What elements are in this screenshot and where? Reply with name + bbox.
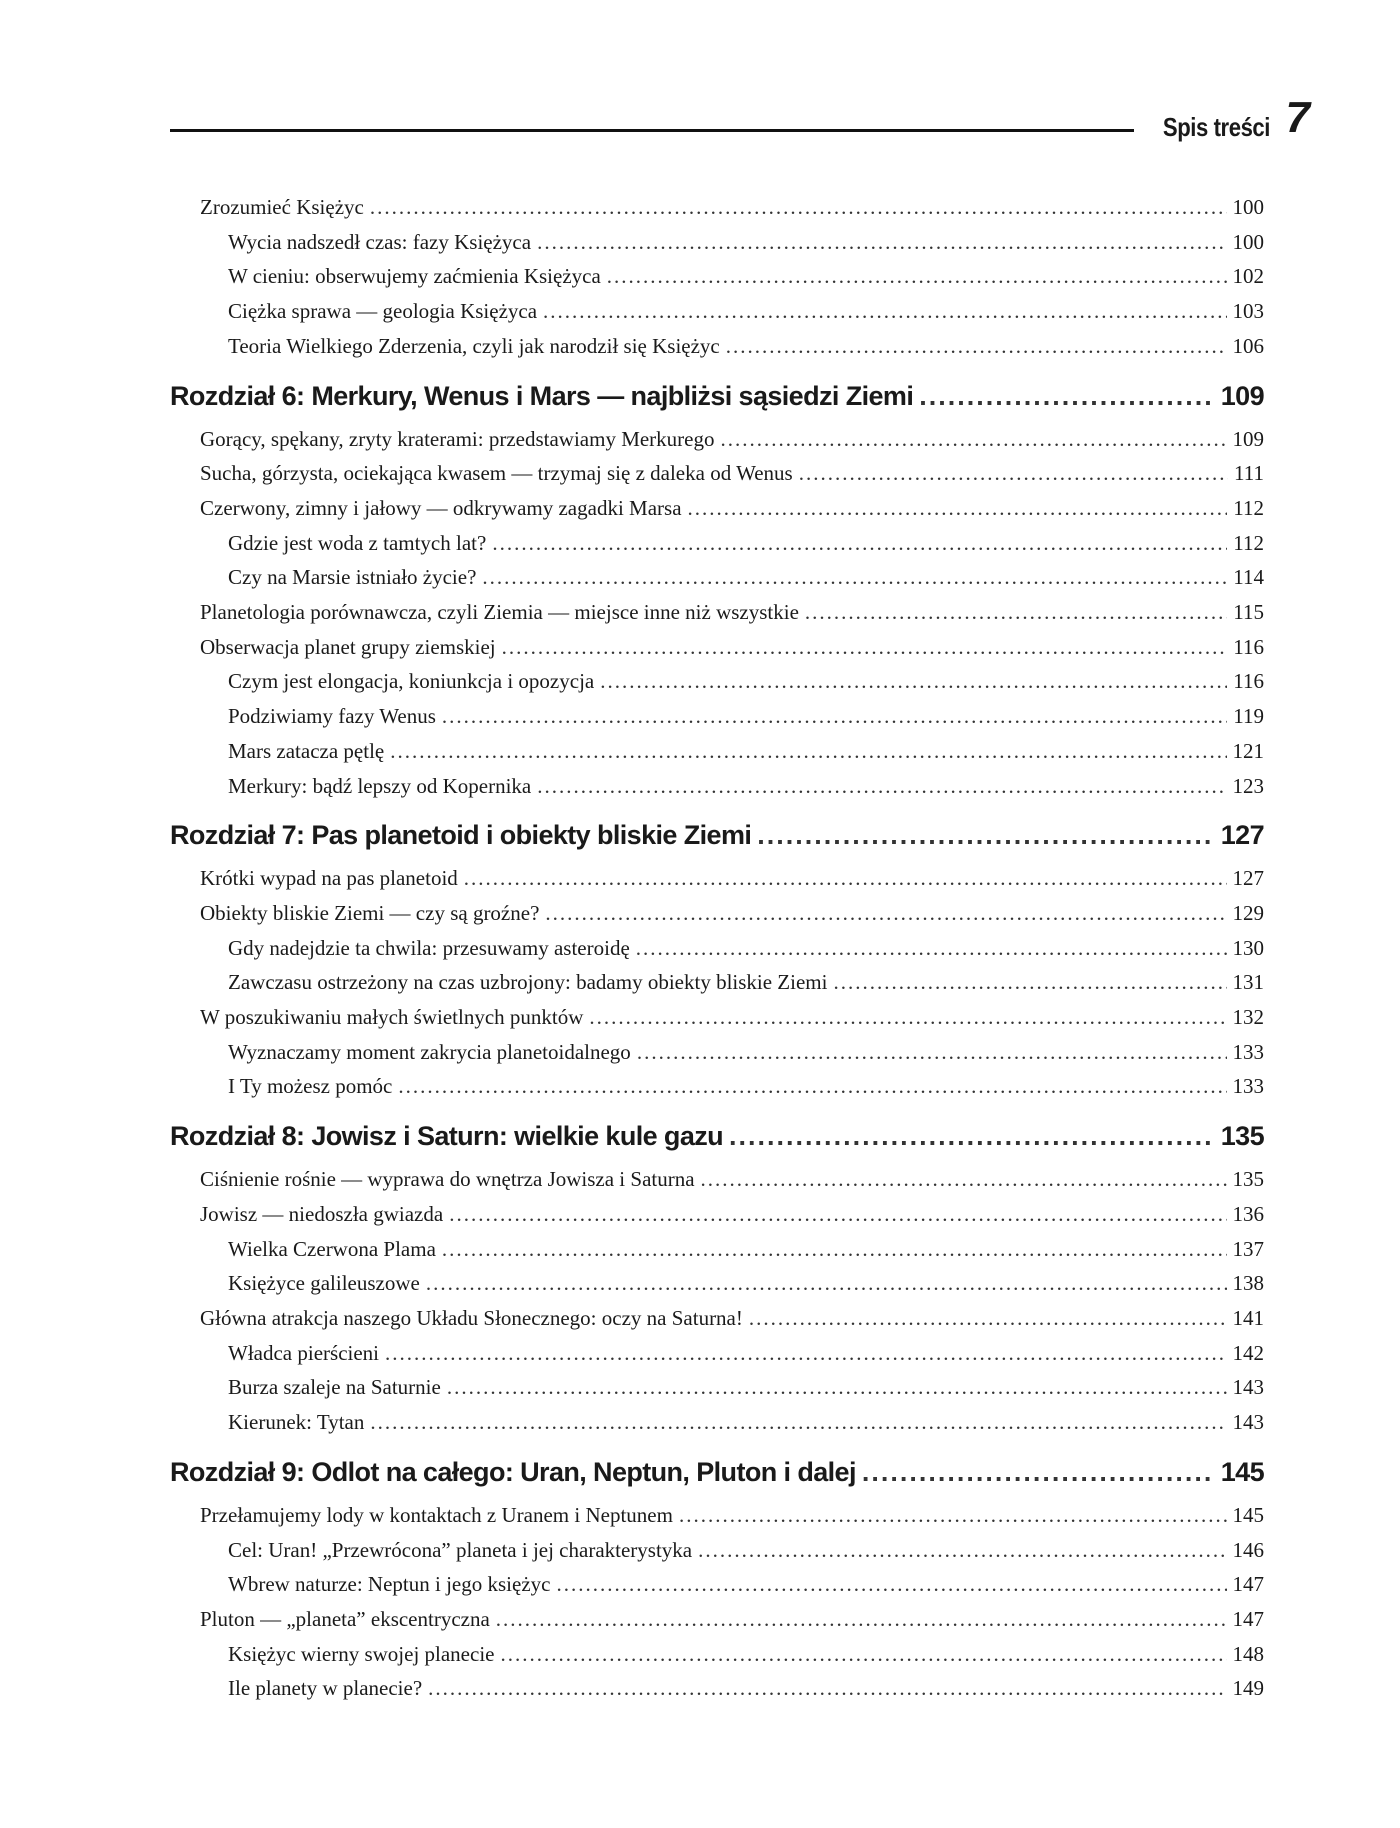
toc-entry bbox=[170, 1370, 1264, 1405]
running-head-title: Spis treści bbox=[1162, 112, 1270, 142]
toc-entry-title: Wielka Czerwona Plama bbox=[228, 1236, 436, 1261]
toc-entry-page: 149 bbox=[1232, 1676, 1264, 1701]
dot-leader bbox=[500, 1637, 1226, 1672]
toc-entry bbox=[170, 1069, 1264, 1104]
dot-leader bbox=[862, 1452, 1215, 1492]
toc-chapter-entry bbox=[170, 1116, 1264, 1156]
toc-entry bbox=[170, 456, 1264, 491]
toc-entry-title: Obserwacja planet grupy ziemskiej bbox=[200, 634, 496, 659]
toc-entry-page: 133 bbox=[1232, 1074, 1264, 1099]
toc-entry-page: 145 bbox=[1220, 1456, 1264, 1487]
toc-entry-title: Czym jest elongacja, koniunkcja i opozycja bbox=[228, 669, 595, 694]
toc-entry bbox=[170, 259, 1264, 294]
dot-leader bbox=[537, 769, 1226, 804]
dot-leader bbox=[833, 965, 1226, 1000]
toc-entry-page: 114 bbox=[1233, 565, 1264, 590]
toc-entry-page: 148 bbox=[1232, 1641, 1264, 1666]
toc-entry-title: Wbrew naturze: Neptun i jego księżyc bbox=[228, 1572, 551, 1597]
toc-entry-page: 143 bbox=[1232, 1375, 1264, 1400]
toc-entry-title: Księżyc wierny swojej planecie bbox=[228, 1641, 495, 1666]
toc-entry-title: Wycia nadszedł czas: fazy Księżyca bbox=[228, 229, 532, 254]
toc-entry-page: 132 bbox=[1232, 1005, 1264, 1030]
toc-chapter-entry bbox=[170, 1452, 1264, 1492]
dot-leader bbox=[726, 329, 1227, 364]
dot-leader bbox=[447, 1370, 1227, 1405]
dot-leader bbox=[688, 491, 1228, 526]
toc-entry bbox=[170, 931, 1264, 966]
toc-entry-page: 130 bbox=[1232, 935, 1264, 960]
toc-entry-page: 129 bbox=[1232, 900, 1264, 925]
dot-leader bbox=[492, 526, 1227, 561]
dot-leader bbox=[679, 1498, 1227, 1533]
dot-leader bbox=[398, 1069, 1226, 1104]
toc-entry bbox=[170, 560, 1264, 595]
toc-entry bbox=[170, 664, 1264, 699]
toc-entry bbox=[170, 1498, 1264, 1533]
toc-entry bbox=[170, 1567, 1264, 1602]
dot-leader bbox=[636, 931, 1227, 966]
dot-leader bbox=[543, 294, 1226, 329]
toc-entry bbox=[170, 1301, 1264, 1336]
table-of-contents bbox=[170, 190, 1264, 1706]
dot-leader bbox=[537, 225, 1226, 260]
dot-leader bbox=[496, 1602, 1227, 1637]
toc-entry bbox=[170, 422, 1264, 457]
toc-entry-page: 102 bbox=[1232, 264, 1264, 289]
toc-entry bbox=[170, 491, 1264, 526]
toc-entry-title: Przełamujemy lody w kontaktach z Uranem i Neptunem bbox=[200, 1502, 673, 1527]
toc-entry-page: 116 bbox=[1233, 634, 1264, 659]
toc-entry-title: Pluton — „planeta” ekscentryczna bbox=[200, 1606, 490, 1631]
toc-entry-page: 147 bbox=[1232, 1606, 1264, 1631]
toc-entry bbox=[170, 1000, 1264, 1035]
toc-entry-page: 112 bbox=[1233, 530, 1264, 555]
toc-entry bbox=[170, 1602, 1264, 1637]
toc-entry-title: Wyznaczamy moment zakrycia planetoidalnego bbox=[228, 1039, 631, 1064]
toc-entry bbox=[170, 1336, 1264, 1371]
toc-entry-page: 141 bbox=[1232, 1305, 1264, 1330]
toc-entry-title: Rozdział 9: Odlot na całego: Uran, Neptun, Pluton i dalej bbox=[170, 1456, 856, 1487]
dot-leader bbox=[589, 1000, 1226, 1035]
toc-entry-page: 133 bbox=[1232, 1039, 1264, 1064]
toc-entry bbox=[170, 1405, 1264, 1440]
dot-leader bbox=[698, 1533, 1226, 1568]
toc-entry-page: 138 bbox=[1232, 1271, 1264, 1296]
toc-entry-title: Główna atrakcja naszego Układu Słonecznego: oczy na Saturna! bbox=[200, 1305, 743, 1330]
toc-entry bbox=[170, 1671, 1264, 1706]
toc-entry-page: 127 bbox=[1232, 866, 1264, 891]
toc-entry bbox=[170, 1637, 1264, 1672]
toc-entry-title: W poszukiwaniu małych świetlnych punktów bbox=[200, 1005, 584, 1030]
dot-leader bbox=[637, 1035, 1227, 1070]
toc-entry-page: 119 bbox=[1233, 704, 1264, 729]
dot-leader bbox=[502, 630, 1228, 665]
dot-leader bbox=[545, 896, 1226, 931]
page-number: 7 bbox=[1285, 93, 1310, 142]
dot-leader bbox=[442, 699, 1227, 734]
toc-entry bbox=[170, 329, 1264, 364]
dot-leader bbox=[556, 1567, 1226, 1602]
dot-leader bbox=[428, 1671, 1226, 1706]
toc-chapter-entry bbox=[170, 815, 1264, 855]
dot-leader bbox=[482, 560, 1227, 595]
dot-leader bbox=[701, 1162, 1227, 1197]
toc-entry-title: Gdzie jest woda z tamtych lat? bbox=[228, 530, 487, 555]
toc-entry-title: Mars zatacza pętlę bbox=[228, 738, 385, 763]
toc-entry-page: 109 bbox=[1232, 426, 1264, 451]
dot-leader bbox=[370, 190, 1227, 225]
toc-entry-page: 135 bbox=[1220, 1121, 1264, 1152]
toc-entry-title: Krótki wypad na pas planetoid bbox=[200, 866, 458, 891]
toc-entry-title: Teoria Wielkiego Zderzenia, czyli jak narodził się Księżyc bbox=[228, 333, 720, 358]
toc-entry bbox=[170, 526, 1264, 561]
toc-entry-page: 136 bbox=[1232, 1201, 1264, 1226]
toc-entry-page: 100 bbox=[1232, 195, 1264, 219]
toc-entry bbox=[170, 699, 1264, 734]
toc-entry-title: Władca pierścieni bbox=[228, 1340, 379, 1365]
toc-entry bbox=[170, 225, 1264, 260]
toc-entry-page: 131 bbox=[1232, 970, 1264, 995]
toc-entry-page: 146 bbox=[1232, 1537, 1264, 1562]
toc-entry bbox=[170, 190, 1264, 225]
toc-chapter-entry bbox=[170, 376, 1264, 416]
dot-leader bbox=[385, 1336, 1227, 1371]
toc-entry-page: 112 bbox=[1233, 495, 1264, 520]
toc-entry-title: Czerwony, zimny i jałowy — odkrywamy zagadki Marsa bbox=[200, 495, 682, 520]
dot-leader bbox=[799, 456, 1228, 491]
dot-leader bbox=[464, 861, 1227, 896]
toc-entry bbox=[170, 861, 1264, 896]
toc-entry-title: Merkury: bądź lepszy od Kopernika bbox=[228, 773, 532, 798]
toc-entry-page: 135 bbox=[1232, 1167, 1264, 1192]
toc-entry-title: Gorący, spękany, zryty kraterami: przedstawiamy Merkurego bbox=[200, 426, 715, 451]
toc-entry-title: Jowisz — niedoszła gwiazda bbox=[200, 1201, 444, 1226]
toc-entry bbox=[170, 769, 1264, 804]
toc-entry-page: 137 bbox=[1232, 1236, 1264, 1261]
toc-entry-title: Ciężka sprawa — geologia Księżyca bbox=[228, 299, 538, 324]
toc-entry bbox=[170, 595, 1264, 630]
toc-entry-title: Planetologia porównawcza, czyli Ziemia — miejsce inne niż wszystkie bbox=[200, 600, 799, 625]
dot-leader bbox=[749, 1301, 1227, 1336]
page-header bbox=[170, 93, 1310, 142]
toc-entry-page: 147 bbox=[1232, 1572, 1264, 1597]
dot-leader bbox=[919, 376, 1215, 416]
dot-leader bbox=[449, 1197, 1226, 1232]
toc-entry-page: 127 bbox=[1220, 820, 1264, 851]
dot-leader bbox=[729, 1116, 1215, 1156]
toc-entry bbox=[170, 1197, 1264, 1232]
toc-entry-title: Zawczasu ostrzeżony na czas uzbrojony: badamy obiekty bliskie Ziemi bbox=[228, 970, 828, 995]
toc-entry-page: 109 bbox=[1220, 380, 1264, 411]
toc-entry bbox=[170, 1232, 1264, 1267]
toc-entry-title: Kierunek: Tytan bbox=[228, 1410, 365, 1435]
toc-entry-title: Czy na Marsie istniało życie? bbox=[228, 565, 477, 590]
toc-entry-title: Rozdział 7: Pas planetoid i obiekty bliskie Ziemi bbox=[170, 820, 752, 851]
toc-entry-title: I Ty możesz pomóc bbox=[228, 1074, 393, 1099]
toc-entry-title: Cel: Uran! „Przewrócona” planeta i jej charakterystyka bbox=[228, 1537, 693, 1562]
toc-entry bbox=[170, 965, 1264, 1000]
toc-entry-title: Burza szaleje na Saturnie bbox=[228, 1375, 441, 1400]
toc-entry bbox=[170, 896, 1264, 931]
toc-entry-page: 106 bbox=[1232, 333, 1264, 358]
toc-entry-page: 145 bbox=[1232, 1502, 1264, 1527]
toc-entry-page: 143 bbox=[1232, 1410, 1264, 1435]
toc-entry-page: 103 bbox=[1232, 299, 1264, 324]
toc-entry bbox=[170, 1035, 1264, 1070]
toc-entry-title: Rozdział 8: Jowisz i Saturn: wielkie kule gazu bbox=[170, 1121, 724, 1152]
dot-leader bbox=[442, 1232, 1227, 1267]
toc-entry-title: Ile planety w planecie? bbox=[228, 1676, 423, 1701]
toc-entry-page: 116 bbox=[1233, 669, 1264, 694]
toc-entry bbox=[170, 1162, 1264, 1197]
toc-entry-title: Ciśnienie rośnie — wyprawa do wnętrza Jowisza i Saturna bbox=[200, 1167, 695, 1192]
dot-leader bbox=[390, 734, 1226, 769]
toc-entry-page: 100 bbox=[1232, 229, 1264, 254]
toc-entry-page: 115 bbox=[1233, 600, 1264, 625]
toc-entry-title: Rozdział 6: Merkury, Wenus i Mars — najbliżsi sąsiedzi Ziemi bbox=[170, 380, 914, 411]
toc-entry-page: 121 bbox=[1232, 738, 1264, 763]
dot-leader bbox=[757, 815, 1214, 855]
toc-entry-title: Księżyce galileuszowe bbox=[228, 1271, 420, 1296]
toc-entry bbox=[170, 630, 1264, 665]
header-rule bbox=[170, 129, 1134, 132]
dot-leader bbox=[426, 1266, 1227, 1301]
dot-leader bbox=[805, 595, 1227, 630]
dot-leader bbox=[370, 1405, 1226, 1440]
toc-entry-page: 142 bbox=[1232, 1340, 1264, 1365]
toc-entry bbox=[170, 1266, 1264, 1301]
dot-leader bbox=[721, 422, 1227, 457]
toc-entry bbox=[170, 294, 1264, 329]
toc-entry-title: Sucha, górzysta, ociekająca kwasem — trzymaj się z daleka od Wenus bbox=[200, 461, 793, 486]
dot-leader bbox=[600, 664, 1227, 699]
toc-entry-page: 123 bbox=[1232, 773, 1264, 798]
toc-entry-title: Podziwiamy fazy Wenus bbox=[228, 704, 436, 729]
dot-leader bbox=[607, 259, 1227, 294]
toc-entry-page: 111 bbox=[1234, 461, 1264, 486]
toc-entry bbox=[170, 734, 1264, 769]
toc-entry bbox=[170, 1533, 1264, 1568]
toc-entry-title: Obiekty bliskie Ziemi — czy są groźne? bbox=[200, 900, 540, 925]
toc-entry-title: Gdy nadejdzie ta chwila: przesuwamy asteroidę bbox=[228, 935, 630, 960]
toc-entry-title: Zrozumieć Księżyc bbox=[200, 195, 364, 219]
toc-entry-title: W cieniu: obserwujemy zaćmienia Księżyca bbox=[228, 264, 601, 289]
